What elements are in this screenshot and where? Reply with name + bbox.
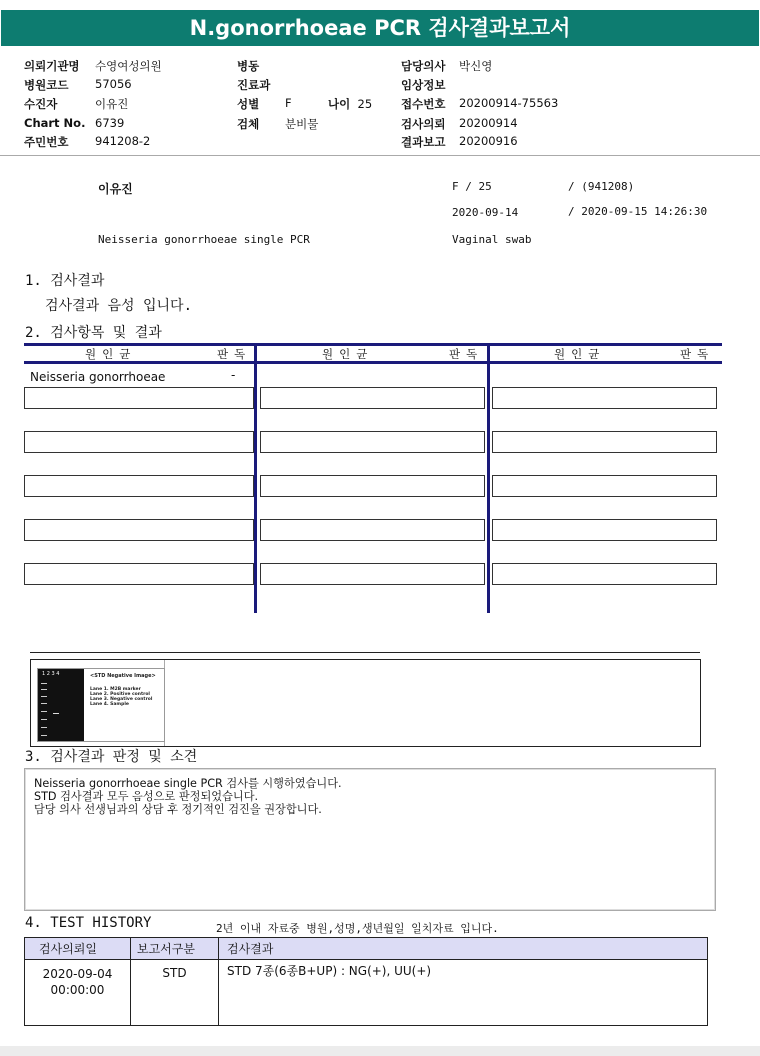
table-row	[25, 960, 708, 1026]
header-field-label: 주민번호	[24, 135, 69, 149]
age-value: 25	[357, 97, 373, 111]
result-slot	[492, 519, 717, 541]
result-slot	[24, 431, 254, 453]
result-slot	[260, 431, 485, 453]
header-field-label: 성별	[237, 97, 260, 111]
section-3-title: 3. 검사결과 판정 및 소견	[25, 749, 198, 765]
summary-name: 이유진	[98, 182, 133, 196]
history-note: 2년 이내 자료중 병원,성명,생년월일 일치자료 입니다.	[216, 922, 499, 935]
header-field-label: Chart No.	[24, 116, 86, 130]
gel-caption: <STD Negative Image>	[90, 673, 156, 679]
gel-electrophoresis-image	[37, 668, 165, 742]
column-divider-2	[487, 343, 490, 613]
section-1-title: 1. 검사결과	[25, 273, 105, 289]
summary-date-received: 2020-09-14	[452, 206, 519, 219]
summary-sex-age: F / 25	[452, 180, 492, 193]
header-field-value: 박신영	[459, 59, 493, 73]
header-field-label: 의뢰기관명	[24, 59, 80, 73]
col-header-pathogen-2: 원인균	[322, 347, 374, 361]
col-header-judgement-3: 판독	[680, 347, 715, 361]
header-field-label: 병원코드	[24, 78, 69, 92]
history-time: 00:00:00	[50, 983, 105, 997]
result-slot	[492, 563, 717, 585]
history-col-result: 검사결과	[219, 938, 708, 960]
gel-legend-1: Lane 1. M2B marker	[90, 687, 141, 692]
header-field-value: 20200914	[459, 116, 518, 130]
gel-band	[41, 696, 47, 697]
history-date-cell	[25, 960, 131, 1026]
header-field-value: 57056	[95, 77, 132, 91]
summary-date-reported: / 2020-09-15 14:26:30	[568, 205, 708, 218]
header-field-label: 수진자	[24, 97, 58, 111]
result-slot	[492, 475, 717, 497]
gel-band	[41, 735, 47, 736]
header-field-label: 검사의뢰	[401, 117, 446, 131]
gel-band	[41, 703, 47, 704]
history-col-date: 검사의뢰일	[25, 938, 131, 960]
gel-band	[53, 713, 59, 714]
pathogen-name: Neisseria gonorrhoeae	[30, 370, 166, 384]
remarks-box	[24, 768, 716, 911]
header-field-label: 임상정보	[401, 78, 446, 92]
gel-legend-3: Lane 3. Negative control	[90, 697, 153, 702]
gel-legend-4: Lane 4. Sample	[90, 702, 129, 707]
header-field-value: 6739	[95, 116, 125, 130]
header-field-label: 결과보고	[401, 135, 446, 149]
header-field-value: 분비물	[285, 117, 319, 131]
gel-band	[41, 719, 47, 720]
age-label: 나이	[328, 97, 351, 111]
result-summary-text: 검사결과 음성 입니다.	[45, 298, 193, 314]
result-slot	[492, 387, 717, 409]
header-field-value: F	[285, 96, 292, 110]
column-divider-1	[254, 343, 257, 613]
remark-line-3: 담당 의사 선생님과의 상담 후 정기적인 검진을 권장합니다.	[34, 803, 322, 816]
col-header-judgement-1: 판독	[217, 347, 252, 361]
remark-line-1: Neisseria gonorrhoeae single PCR 검사를 시행하였습니다.	[34, 777, 342, 790]
result-slot	[260, 563, 485, 585]
history-col-type: 보고서구분	[131, 938, 219, 960]
result-slot	[24, 387, 254, 409]
header-field-value: 941208-2	[95, 134, 151, 148]
history-header-row	[25, 938, 708, 960]
header-field-label: 병동	[237, 59, 260, 73]
summary-specimen: Vaginal swab	[452, 233, 532, 246]
header-field-label: 담당의사	[401, 59, 446, 73]
header-field-label: 진료과	[237, 78, 271, 92]
header-field-label: 접수번호	[401, 97, 446, 111]
header-field-value: 수영여성의원	[95, 59, 162, 73]
history-type: STD	[131, 960, 219, 1026]
pathogen-result: -	[231, 368, 236, 382]
col-header-judgement-2: 판독	[449, 347, 484, 361]
result-slot	[260, 387, 485, 409]
gel-band	[41, 683, 47, 684]
result-slot	[24, 563, 254, 585]
result-slot	[24, 519, 254, 541]
header-field-label: 검체	[237, 117, 260, 131]
gel-band	[41, 689, 47, 690]
result-slot	[260, 519, 485, 541]
history-date: 2020-09-04	[42, 967, 113, 981]
image-top-rule	[30, 652, 700, 653]
test-history-table	[24, 937, 708, 1026]
result-slot	[260, 475, 485, 497]
result-slot	[24, 475, 254, 497]
gel-band	[41, 711, 47, 712]
section-2-title: 2. 검사항목 및 결과	[25, 325, 162, 341]
header-field-value: 20200916	[459, 134, 518, 148]
summary-birth: / (941208)	[568, 180, 635, 193]
header-divider	[0, 155, 760, 156]
header-field-value: 20200914-75563	[459, 96, 559, 110]
section-4-title: 4. TEST HISTORY	[25, 915, 152, 931]
history-result: STD 7종(6종B+UP) : NG(+), UU(+)	[219, 960, 708, 1026]
remark-line-2: STD 검사결과 모두 음성으로 판정되었습니다.	[34, 790, 259, 803]
gel-band	[41, 727, 47, 728]
age-field	[328, 96, 372, 112]
col-header-pathogen-3: 원인균	[554, 347, 606, 361]
col-header-pathogen-1: 원인균	[85, 347, 137, 361]
summary-test-name: Neisseria gonorrhoeae single PCR	[98, 233, 310, 246]
gel-lanes	[38, 669, 84, 741]
report-title: N.gonorrhoeae PCR 검사결과보고서	[1, 10, 759, 46]
gel-legend-2: Lane 2. Positive control	[90, 692, 150, 697]
gel-lane-numbers: 1 2 3 4	[42, 671, 60, 677]
header-field-value: 이유진	[95, 97, 129, 111]
result-slot	[492, 431, 717, 453]
